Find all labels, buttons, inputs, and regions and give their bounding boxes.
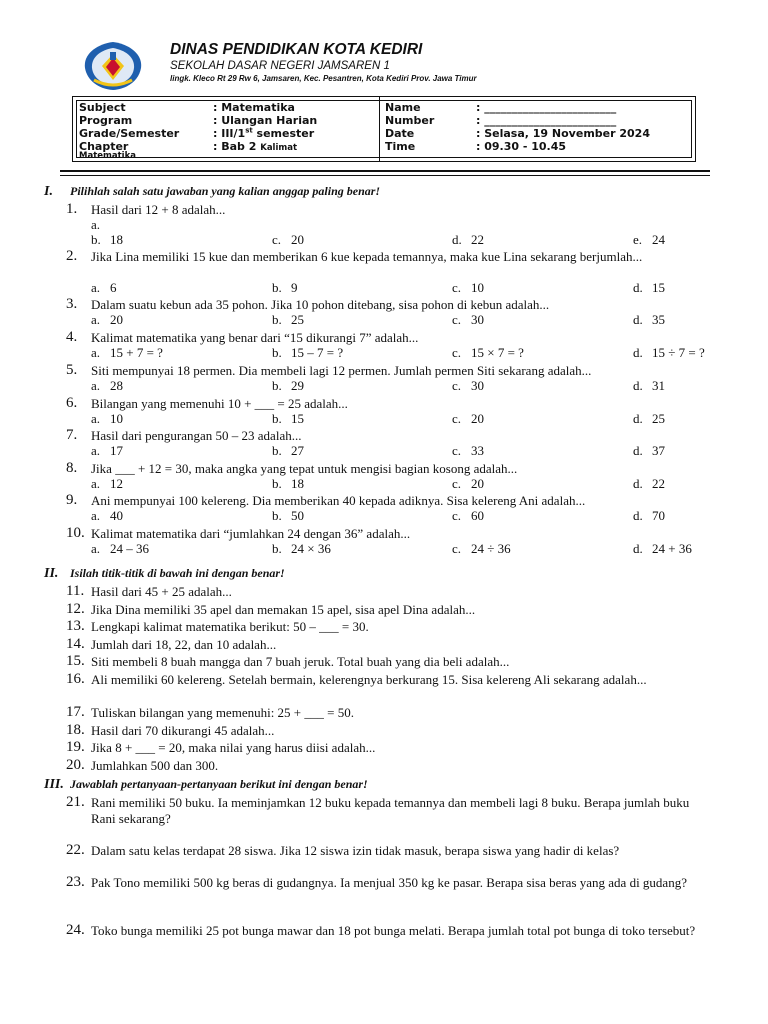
option-text: 30 <box>471 378 484 393</box>
answer-option[interactable] <box>633 312 665 327</box>
option-letter: d. <box>633 508 643 523</box>
answer-option[interactable] <box>452 232 484 247</box>
answer-option[interactable] <box>452 476 484 491</box>
option-letter: c. <box>452 443 462 458</box>
option-letter: d. <box>633 345 643 360</box>
option-letter: d. <box>452 232 462 247</box>
option-text: 15 ÷ 7 = ? <box>652 345 705 360</box>
question-number: 14. <box>66 636 85 652</box>
option-text: 20 <box>471 411 484 426</box>
question-text: Kalimat matematika yang benar dari “15 dikurangi 7” adalah... <box>91 330 419 345</box>
option-text: 15 × 7 = ? <box>471 345 524 360</box>
answer-option[interactable] <box>91 280 117 295</box>
question-number: 17. <box>66 704 85 720</box>
option-letter: d. <box>633 280 643 295</box>
option-text: 28 <box>110 378 123 393</box>
name-field[interactable]: : ________________________ <box>476 101 617 114</box>
option-text: 24 ÷ 36 <box>471 541 511 556</box>
question-number: 2. <box>66 248 78 264</box>
option-letter: b. <box>272 541 282 556</box>
option-letter: c. <box>452 411 462 426</box>
answer-option[interactable] <box>633 378 665 393</box>
answer-option[interactable] <box>452 411 484 426</box>
option-letter: a. <box>91 280 101 295</box>
option-letter: b. <box>272 378 282 393</box>
option-letter: b. <box>272 411 282 426</box>
question-number: 16. <box>66 671 85 687</box>
answer-option[interactable] <box>91 411 123 426</box>
answer-option[interactable] <box>452 378 484 393</box>
option-letter: b. <box>272 476 282 491</box>
question-text: Siti membeli 8 buah mangga dan 7 buah jeruk. Total buah yang dia beli adalah... <box>91 654 510 669</box>
option-text: 6 <box>110 280 117 295</box>
option-text: 27 <box>291 443 304 458</box>
question-text: Hasil dari 70 dikurangi 45 adalah... <box>91 723 275 738</box>
option-letter: c. <box>452 541 462 556</box>
answer-option[interactable] <box>272 232 304 247</box>
option-text: 15 <box>291 411 304 426</box>
option-text: 15 – 7 = ? <box>291 345 344 360</box>
answer-option[interactable] <box>272 345 343 360</box>
option-letter: c. <box>452 508 462 523</box>
answer-option[interactable] <box>633 508 665 523</box>
question-text: Jumlahkan 500 dan 300. <box>91 758 219 773</box>
school-logo-icon <box>80 40 146 92</box>
answer-option[interactable] <box>91 232 123 247</box>
option-text: 18 <box>110 232 123 247</box>
question-text: Hasil dari pengurangan 50 – 23 adalah... <box>91 428 302 443</box>
question-text: Jika ___ + 12 = 30, maka angka yang tepat untuk mengisi bagian kosong adalah... <box>91 461 518 476</box>
option-letter: b. <box>272 508 282 523</box>
question-number: 11. <box>66 583 85 599</box>
answer-option[interactable] <box>452 345 524 360</box>
subject-label: Subject <box>79 101 126 114</box>
option-letter: b. <box>91 232 101 247</box>
answer-option[interactable] <box>272 508 304 523</box>
answer-option[interactable] <box>91 312 123 327</box>
option-text: 40 <box>110 508 123 523</box>
section-2-heading: II. Isilah titik-titik di bawah ini dengan benar! <box>44 566 285 581</box>
header-divider <box>60 170 710 172</box>
option-text: 22 <box>652 476 665 491</box>
question-number: 19. <box>66 739 85 755</box>
option-text: 22 <box>471 232 484 247</box>
option-letter: d. <box>633 411 643 426</box>
answer-option[interactable] <box>91 541 149 556</box>
question-number: 1. <box>66 201 78 217</box>
date-label: Date <box>385 127 415 140</box>
question-number: 3. <box>66 296 78 312</box>
option-text: 9 <box>291 280 298 295</box>
question-text: Jika Dina memiliki 35 apel dan memakan 15 apel, sisa apel Dina adalah... <box>91 602 476 617</box>
question-text: Rani memiliki 50 buku. Ia meminjamkan 12 buku kepada temannya dan membeli lagi 8 buku. Berapa jumlah buku Rani sekarang? <box>91 795 690 826</box>
option-letter: d. <box>633 443 643 458</box>
question-text: Tuliskan bilangan yang memenuhi: 25 + ___ = 50. <box>91 705 354 720</box>
number-label: Number <box>385 114 435 127</box>
answer-option[interactable] <box>452 312 484 327</box>
option-letter: c. <box>452 476 462 491</box>
date-value: : Selasa, 19 November 2024 <box>476 127 650 140</box>
question-text: Dalam suatu kebun ada 35 pohon. Jika 10 pohon ditebang, sisa pohon di kebun adalah... <box>91 297 550 312</box>
option-letter: b. <box>272 345 282 360</box>
school-name: SEKOLAH DASAR NEGERI JAMSAREN 1 <box>170 60 390 72</box>
section-3-heading: III. Jawablah pertanyaan-pertanyaan berikut ini dengan benar! <box>44 777 368 792</box>
grade-label: Grade/Semester <box>79 127 180 140</box>
answer-option[interactable] <box>633 232 665 247</box>
option-letter: e. <box>633 232 643 247</box>
question-number: 7. <box>66 427 78 443</box>
answer-option[interactable] <box>633 541 692 556</box>
option-text: 24 <box>652 232 665 247</box>
question-text: Bilangan yang memenuhi 10 + ___ = 25 adalah... <box>91 396 348 411</box>
answer-option[interactable] <box>633 345 705 360</box>
option-letter: b. <box>272 312 282 327</box>
question-number: 15. <box>66 653 85 669</box>
answer-option[interactable] <box>633 476 665 491</box>
chapter-label: Chapter <box>79 140 129 153</box>
option-letter: d. <box>633 312 643 327</box>
option-text: 25 <box>652 411 665 426</box>
question-text: Jika Lina memiliki 15 kue dan memberikan 6 kue kepada temannya, maka kue Lina sekarang berjumlah... <box>91 249 643 264</box>
answer-option[interactable] <box>272 312 304 327</box>
option-letter: d. <box>633 541 643 556</box>
option-text: 50 <box>291 508 304 523</box>
subject-value: : Matematika <box>213 101 295 114</box>
option-text: 15 + 7 = ? <box>110 345 163 360</box>
program-label: Program <box>79 114 133 127</box>
option-text: 17 <box>110 443 123 458</box>
option-letter: c. <box>272 232 282 247</box>
question-number: 24. <box>66 922 85 938</box>
question-number: 4. <box>66 329 78 345</box>
answer-option[interactable] <box>91 378 123 393</box>
section-1-heading: I. Pilihlah salah satu jawaban yang kalian anggap paling benar! <box>44 184 381 199</box>
option-text: 20 <box>291 232 304 247</box>
option-text: 33 <box>471 443 484 458</box>
answer-option[interactable] <box>272 541 331 556</box>
answer-option[interactable] <box>452 280 484 295</box>
option-letter: b. <box>272 443 282 458</box>
option-letter: a. <box>91 345 101 360</box>
answer-option[interactable] <box>272 280 298 295</box>
question-text: Hasil dari 12 + 8 adalah... <box>91 202 226 217</box>
option-letter: b. <box>272 280 282 295</box>
program-value: : Ulangan Harian <box>213 114 318 127</box>
school-address: lingk. Kleco Rt 29 Rw 6, Jamsaren, Kec. Pesantren, Kota Kediri Prov. Jawa Timur <box>170 74 477 83</box>
question-text: Siti mempunyai 18 permen. Dia membeli lagi 12 permen. Jumlah permen Siti sekarang adalah... <box>91 363 592 378</box>
number-field[interactable]: : ________________________ <box>476 114 617 127</box>
question-number: 10. <box>66 525 85 541</box>
letterhead <box>80 40 720 92</box>
question-number: 20. <box>66 757 85 773</box>
question-number: 6. <box>66 395 78 411</box>
exam-info-box: Subject : Matematika Program : Ulangan Harian Grade/Semester : III/1st semester Chapter : Bab 2 Kalimat Matematika Name : ________________________ Number : ________________________ Date : Selasa, 19 November 2024 Time : 09.30 - 10.45 <box>72 96 696 162</box>
question-text: Dalam satu kelas terdapat 28 siswa. Jika 12 siswa izin tidak masuk, berapa siswa yang hadir di kelas? <box>91 843 620 858</box>
answer-option[interactable] <box>272 411 304 426</box>
time-value: : 09.30 - 10.45 <box>476 140 567 153</box>
name-label: Name <box>385 101 421 114</box>
agency-title: DINAS PENDIDIKAN KOTA KEDIRI <box>170 41 423 58</box>
answer-option[interactable] <box>91 345 163 360</box>
option-letter: d. <box>633 476 643 491</box>
option-text: 31 <box>652 378 665 393</box>
answer-option[interactable] <box>452 508 484 523</box>
question-number: 8. <box>66 460 78 476</box>
answer-option[interactable] <box>633 443 665 458</box>
answer-option[interactable] <box>633 280 665 295</box>
option-letter: a. <box>91 378 101 393</box>
option-text: 25 <box>291 312 304 327</box>
chapter-value: : Bab 2 Kalimat <box>213 140 298 153</box>
answer-option[interactable] <box>452 541 511 556</box>
option-letter: d. <box>633 378 643 393</box>
option-text: 15 <box>652 280 665 295</box>
option-text: 37 <box>652 443 665 458</box>
option-text: 30 <box>471 312 484 327</box>
question-text: Jika 8 + ___ = 20, maka nilai yang harus diisi adalah... <box>91 740 376 755</box>
question-text: Jumlah dari 18, 22, dan 10 adalah... <box>91 637 277 652</box>
option-text: 10 <box>471 280 484 295</box>
option-text: 35 <box>652 312 665 327</box>
option-letter: a. <box>91 541 101 556</box>
question-number: 23. <box>66 874 85 890</box>
question-text: Pak Tono memiliki 500 kg beras di gudangnya. Ia menjual 350 kg ke pasar. Berapa sisa beras yang ada di gudang? <box>91 875 687 890</box>
option-letter: a. <box>91 411 101 426</box>
option-text: 20 <box>110 312 123 327</box>
answer-option[interactable] <box>91 476 123 491</box>
option-text: 18 <box>291 476 304 491</box>
option-letter: a. <box>91 476 101 491</box>
question-number: 21. <box>66 794 85 810</box>
option-text: 24 × 36 <box>291 541 331 556</box>
question-text: Kalimat matematika dari “jumlahkan 24 dengan 36” adalah... <box>91 526 411 541</box>
answer-option[interactable] <box>91 508 123 523</box>
option-letter: c. <box>452 345 462 360</box>
option-letter: a. <box>91 312 101 327</box>
answer-option[interactable] <box>272 443 304 458</box>
answer-option[interactable] <box>272 476 304 491</box>
question-number: 18. <box>66 722 85 738</box>
question-text: Toko bunga memiliki 25 pot bunga mawar dan 18 pot bunga melati. Berapa jumlah total pot bunga di toko tersebut? <box>91 923 696 938</box>
option-text: 29 <box>291 378 304 393</box>
option-letter: a. <box>91 443 101 458</box>
option-letter: c. <box>452 378 462 393</box>
answer-option-blank[interactable]: a. <box>91 217 101 232</box>
question-number: 22. <box>66 842 85 858</box>
answer-option[interactable] <box>633 411 665 426</box>
answer-option[interactable] <box>91 443 123 458</box>
question-text: Lengkapi kalimat matematika berikut: 50 – ___ = 30. <box>91 619 369 634</box>
time-label: Time <box>385 140 416 153</box>
answer-option[interactable] <box>272 378 304 393</box>
option-letter: c. <box>452 280 462 295</box>
option-text: 70 <box>652 508 665 523</box>
grade-value: : III/1st semester <box>213 126 315 140</box>
question-text: Hasil dari 45 + 25 adalah... <box>91 584 232 599</box>
option-text: 12 <box>110 476 123 491</box>
question-number: 9. <box>66 492 78 508</box>
option-letter: c. <box>452 312 462 327</box>
option-text: 20 <box>471 476 484 491</box>
option-text: 10 <box>110 411 123 426</box>
option-letter: a. <box>91 508 101 523</box>
question-number: 12. <box>66 601 85 617</box>
question-text: Ani mempunyai 100 kelereng. Dia memberikan 40 kepada adiknya. Sisa kelereng Ani adalah... <box>91 493 586 508</box>
header-divider-thin <box>60 175 710 176</box>
option-text: 24 + 36 <box>652 541 692 556</box>
option-text: 60 <box>471 508 484 523</box>
answer-option[interactable] <box>452 443 484 458</box>
question-text: Ali memiliki 60 kelereng. Setelah bermain, kelerengnya berkurang 15. Sisa kelereng Ali sekarang adalah... <box>91 672 647 687</box>
option-text: 24 – 36 <box>110 541 149 556</box>
question-number: 13. <box>66 618 85 634</box>
question-number: 5. <box>66 362 78 378</box>
